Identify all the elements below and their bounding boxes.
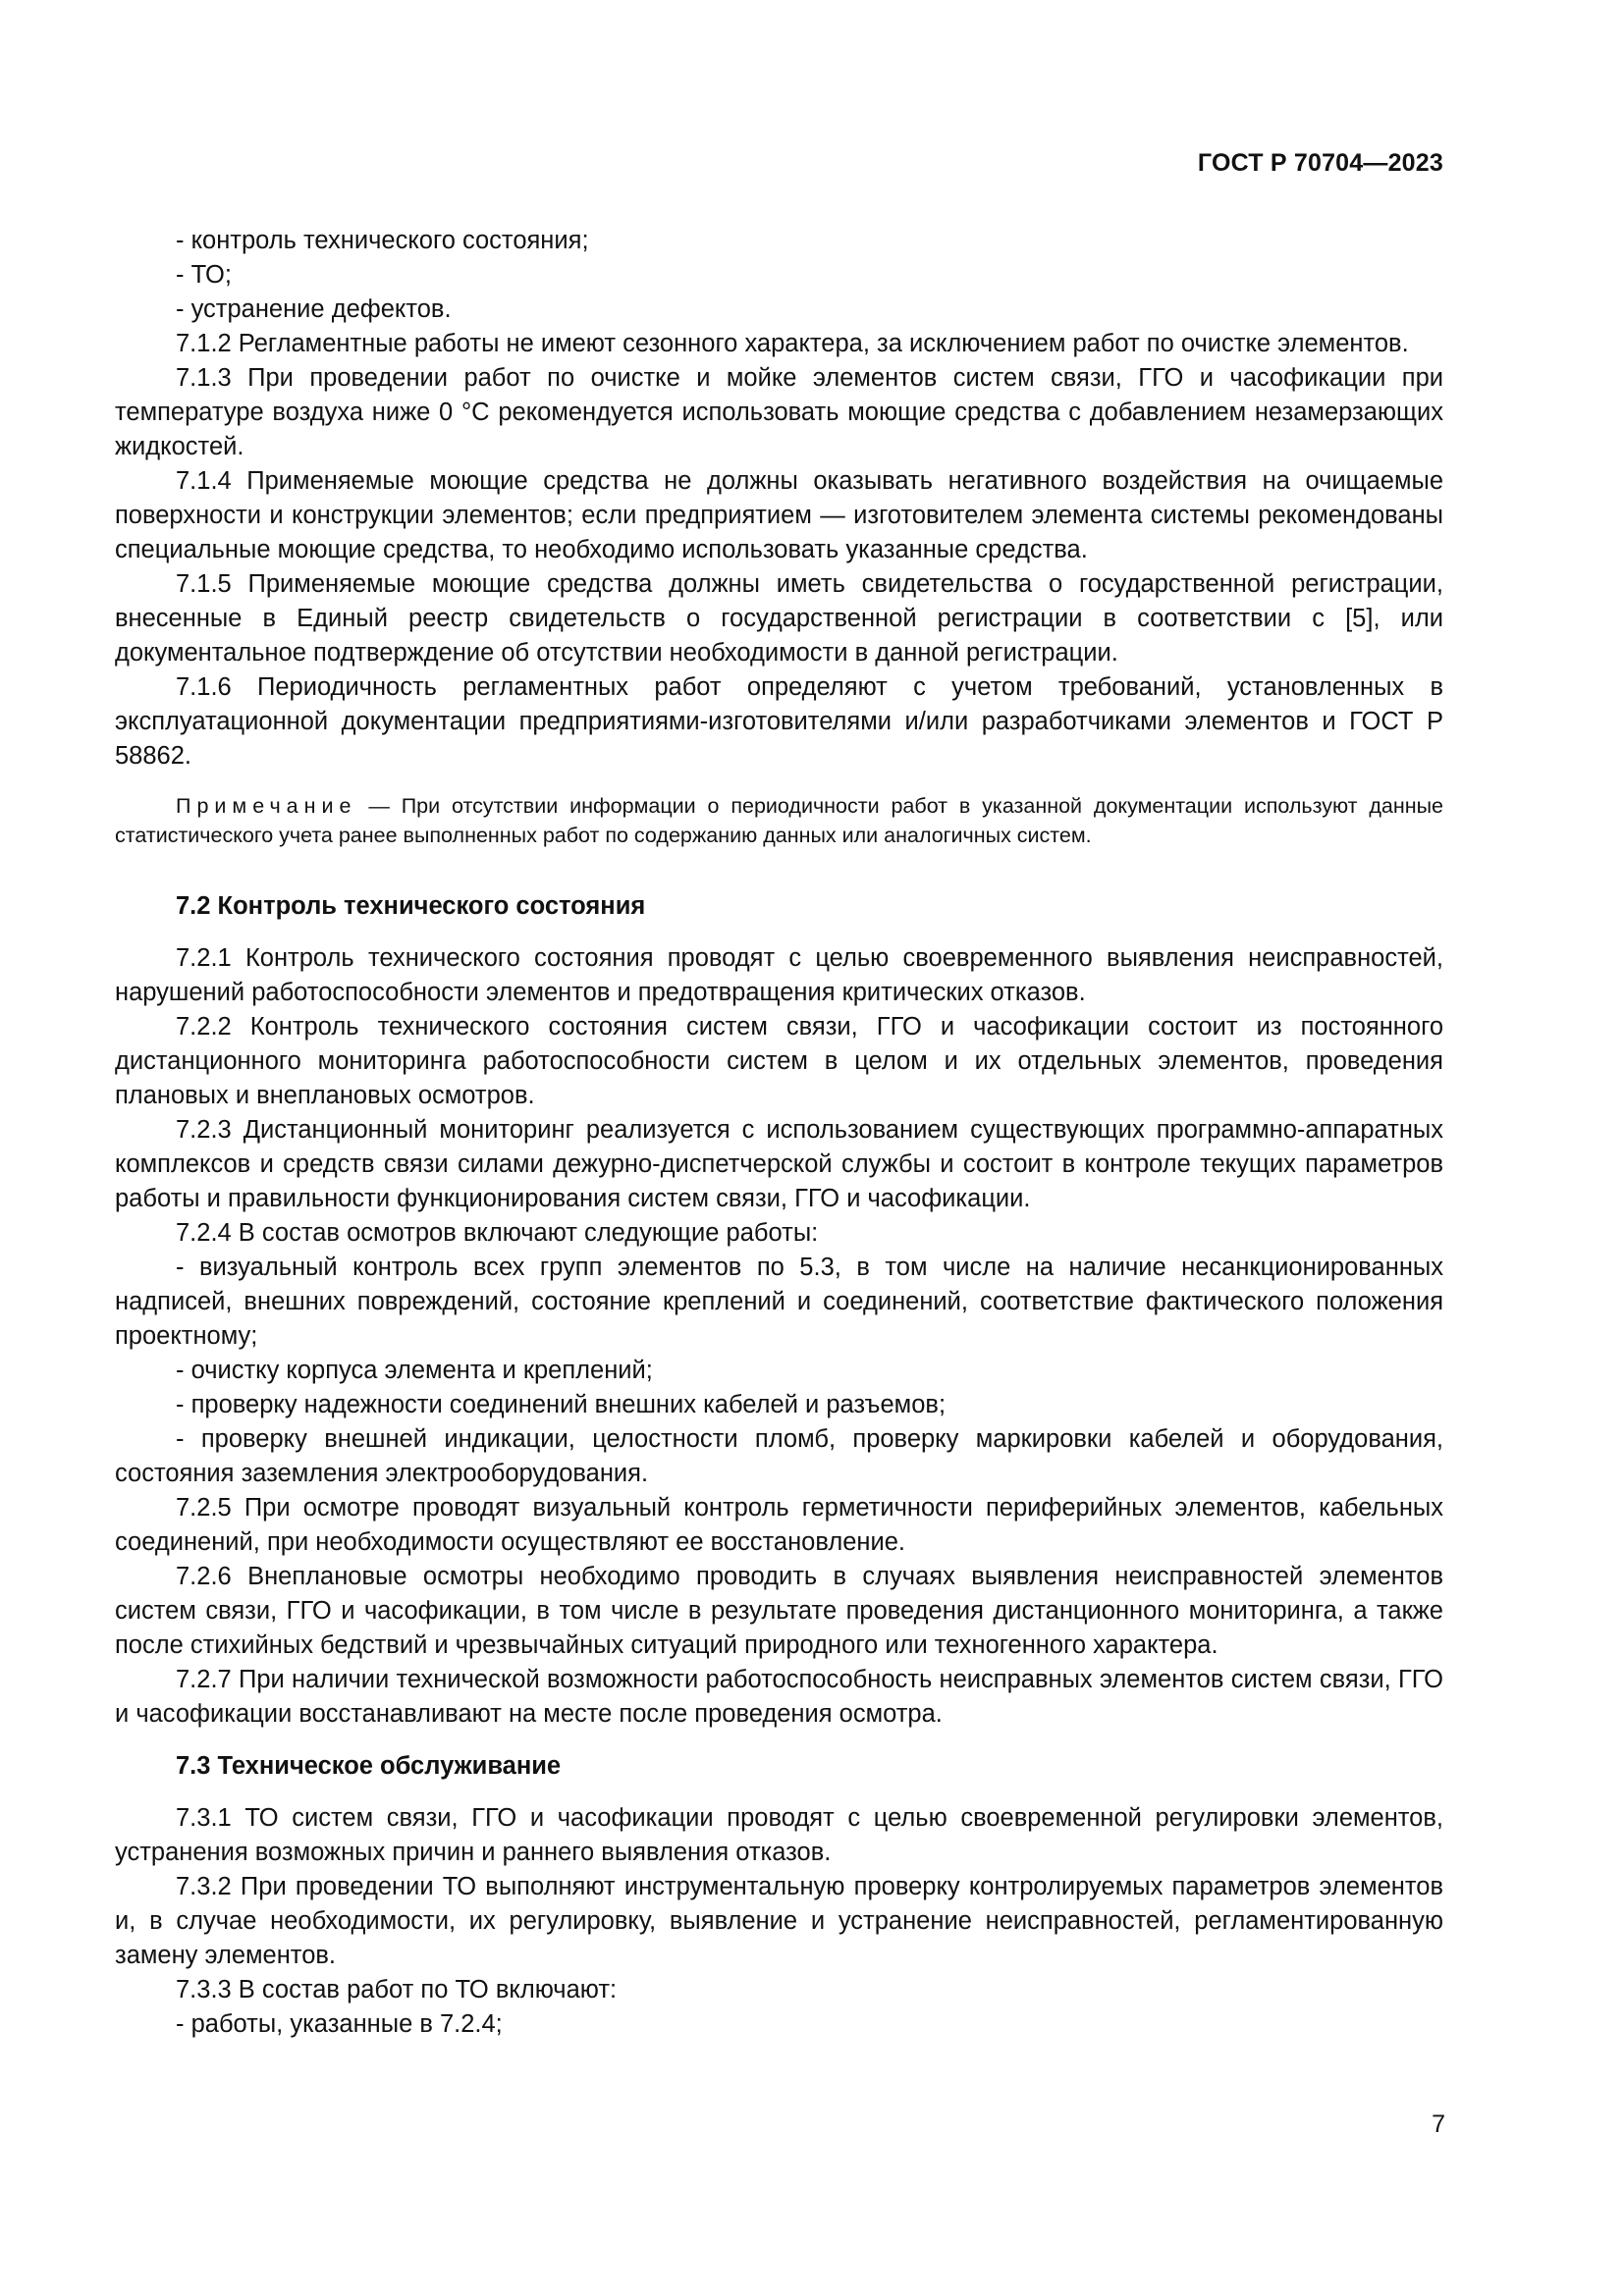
- note-text: — При отсутствии информации о периодичности работ в указанной документации используют данные статистического учета ранее выполненных работ по содержанию данных или аналогичных систем.: [115, 794, 1443, 847]
- note-label: Примечание: [176, 794, 357, 818]
- list-item: - проверку надежности соединений внешних кабелей и разъемов;: [176, 1391, 947, 1418]
- paragraph-7-2-1: 7.2.1 Контроль технического состояния проводят с целью своевременного выявления неисправностей, нарушений работоспособности элементов и предотвращения критических отказов.: [115, 944, 1443, 1006]
- paragraph-7-2-5: 7.2.5 При осмотре проводят визуальный контроль герметичности периферийных элементов, кабельных соединений, при необходимости осуществляют ее восстановление.: [115, 1494, 1443, 1556]
- note: [115, 791, 1443, 850]
- paragraph-7-3-1: 7.3.1 ТО систем связи, ГГО и часофикации проводят с целью своевременной регулировки элементов, устранения возможных причин и раннего выявления отказов.: [115, 1804, 1443, 1866]
- paragraph-7-2-2: 7.2.2 Контроль технического состояния систем связи, ГГО и часофикации состоит из постоянного дистанционного мониторинга работоспособности систем в целом и их отдельных элементов, проведения плановых и внеплановых осмотров.: [115, 1013, 1443, 1109]
- list-item: - очистку корпуса элемента и креплений;: [176, 1357, 653, 1384]
- list-item: - проверку внешней индикации, целостности пломб, проверку маркировки кабелей и оборудования, состояния заземления электрооборудования.: [115, 1425, 1443, 1487]
- paragraph-7-2-7: 7.2.7 При наличии технической возможности работоспособность неисправных элементов систем связи, ГГО и часофикации восстанавливают на месте после проведения осмотра.: [115, 1666, 1443, 1728]
- paragraph-7-1-4: 7.1.4 Применяемые моющие средства не должны оказывать негативного воздействия на очищаемые поверхности и конструкции элементов; если предприятием — изготовителем элемента системы рекомендованы специальные моющие средства, то необходимо использовать указанные средства.: [115, 467, 1443, 563]
- list-item: - ТО;: [176, 261, 232, 289]
- document-body: [115, 224, 1443, 2042]
- list-item: - устранение дефектов.: [176, 295, 452, 323]
- paragraph-7-1-2: 7.1.2 Регламентные работы не имеют сезонного характера, за исключением работ по очистке элементов.: [176, 330, 1409, 357]
- paragraph-7-2-6: 7.2.6 Внеплановые осмотры необходимо проводить в случаях выявления неисправностей элементов систем связи, ГГО и часофикации, в том числе в результате проведения дистанционного мониторинга, а также после стихийных бедствий и чрезвычайных ситуаций природного или техногенного характера.: [115, 1563, 1443, 1659]
- list-item: - работы, указанные в 7.2.4;: [176, 2010, 503, 2038]
- list-item: - контроль технического состояния;: [176, 227, 589, 254]
- paragraph-7-1-3: 7.1.3 При проведении работ по очистке и мойке элементов систем связи, ГГО и часофикации при температуре воздуха ниже 0 °С рекомендуется использовать моющие средства с добавлением незамерзающих жидкостей.: [115, 364, 1443, 460]
- list-item: - визуальный контроль всех групп элементов по 5.3, в том числе на наличие несанкционированных надписей, внешних повреждений, состояние креплений и соединений, соответствие фактического положения проектному;: [115, 1254, 1443, 1350]
- paragraph-7-2-4: 7.2.4 В состав осмотров включают следующие работы:: [176, 1219, 819, 1247]
- paragraph-7-2-3: 7.2.3 Дистанционный мониторинг реализуется с использованием существующих программно-аппаратных комплексов и средств связи силами дежурно-диспетчерской службы и состоит в контроле текущих параметров работы и правильности функционирования систем связи, ГГО и часофикации.: [115, 1116, 1443, 1212]
- paragraph-7-3-3: 7.3.3 В состав работ по ТО включают:: [176, 1976, 618, 2003]
- paragraph-7-1-5: 7.1.5 Применяемые моющие средства должны иметь свидетельства о государственной регистрации, внесенные в Единый реестр свидетельств о государственной регистрации в соответствии с [5], или документальное подтверждение об отсутствии необходимости в данной регистрации.: [115, 570, 1443, 667]
- section-heading-7-2: 7.2 Контроль технического состояния: [176, 892, 646, 920]
- document-header: ГОСТ Р 70704—2023: [1197, 149, 1443, 177]
- paragraph-7-3-2: 7.3.2 При проведении ТО выполняют инструментальную проверку контролируемых параметров элементов и, в случае необходимости, их регулировку, выявление и устранение неисправностей, регламентированную замену элементов.: [115, 1873, 1443, 1969]
- paragraph-7-1-6: 7.1.6 Периодичность регламентных работ определяют с учетом требований, установленных в эксплуатационной документации предприятиями-изготовителями и/или разработчиками элементов и ГОСТ Р 58862.: [115, 673, 1443, 770]
- section-heading-7-3: 7.3 Техническое обслуживание: [176, 1752, 562, 1780]
- page-number: 7: [1432, 2110, 1445, 2138]
